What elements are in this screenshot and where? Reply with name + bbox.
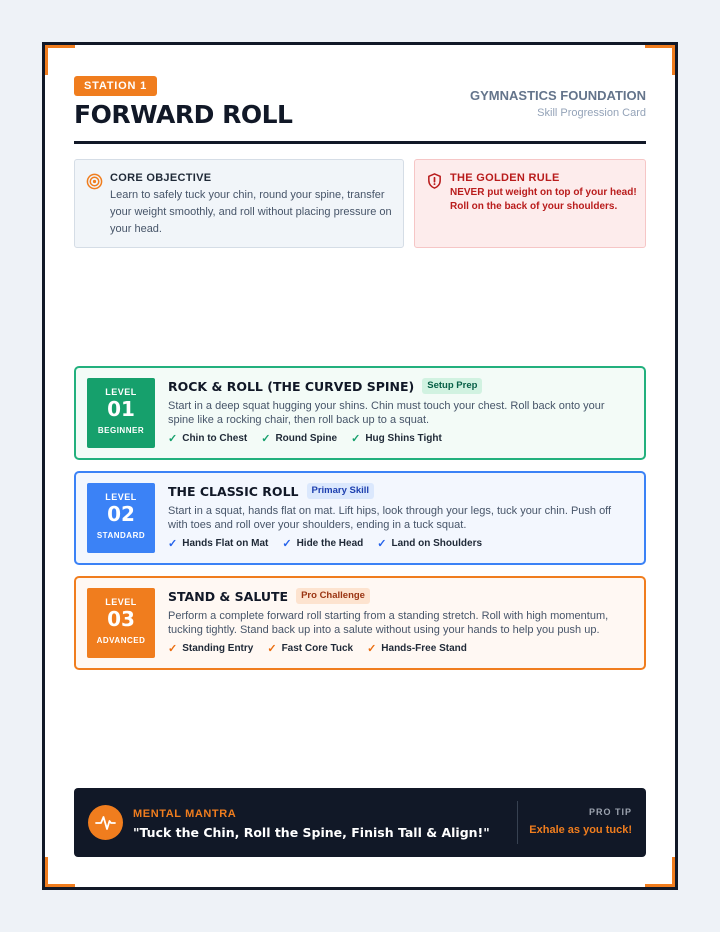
check-icon: ✓ xyxy=(367,643,377,655)
checklist-item: ✓ Chin to Chest xyxy=(168,433,248,445)
skill-card xyxy=(42,42,678,890)
level-tag: Primary Skill xyxy=(307,483,375,499)
org-name: GYMNASTICS FOUNDATION xyxy=(470,88,646,103)
mantra-heading: MENTAL MANTRA xyxy=(133,808,237,820)
level-tag: Pro Challenge xyxy=(296,588,370,604)
card-subtitle: Skill Progression Card xyxy=(537,107,646,119)
station-badge: STATION 1 xyxy=(74,76,157,96)
check-icon: ✓ xyxy=(168,643,178,655)
checklist-item: ✓ Fast Core Tuck xyxy=(267,643,354,655)
check-icon: ✓ xyxy=(168,433,178,445)
level-description: Start in a deep squat hugging your shins. Chin must touch your chest. Roll back onto your spine like a rocking chair, then roll back up to a squat. xyxy=(168,400,605,426)
target-icon xyxy=(86,173,103,190)
check-icon: ✓ xyxy=(377,538,387,550)
level-description: Perform a complete forward roll starting from a standing stretch. Roll with high momentum, tucking tightly. Stand back up into a salute without using your hands to help you push up. xyxy=(168,610,609,636)
check-icon: ✓ xyxy=(261,433,271,445)
level-tier: STANDARD xyxy=(96,531,146,540)
pro-tip-text: Exhale as you tuck! xyxy=(529,824,632,836)
corner-accent xyxy=(45,45,75,75)
objective-text: Learn to safely tuck your chin, round your spine, transfer your weight smoothly, and roll without placing pressure on your head. xyxy=(110,189,392,235)
level-badge xyxy=(87,483,155,553)
golden-rule-text: NEVER put weight on top of your head! Roll on the back of your shoulders. xyxy=(450,187,637,212)
golden-rule-box xyxy=(414,159,646,248)
check-icon: ✓ xyxy=(282,538,292,550)
level-description: Start in a squat, hands flat on mat. Lift hips, look through your legs, tuck your chin. Push off with toes and roll over your shoulders, ending in a tuck squat. xyxy=(168,505,612,531)
golden-rule-heading: THE GOLDEN RULE xyxy=(450,172,560,184)
pro-tip-heading: PRO TIP xyxy=(588,807,632,817)
checklist-item: ✓ Hide the Head xyxy=(282,538,364,550)
level-label: LEVEL xyxy=(105,387,137,397)
checklist xyxy=(168,432,632,445)
level-tier: ADVANCED xyxy=(96,636,146,645)
checklist-item: ✓ Hug Shins Tight xyxy=(351,433,442,445)
level-tier: BEGINNER xyxy=(97,426,145,435)
level-number: 02 xyxy=(107,502,135,526)
level-title: ROCK & ROLL (THE CURVED SPINE) xyxy=(168,378,415,394)
level-badge xyxy=(87,588,155,658)
mantra-quote: "Tuck the Chin, Roll the Spine, Finish Tall & Align!" xyxy=(133,825,490,840)
level-label: LEVEL xyxy=(105,492,137,502)
checklist-item: ✓ Hands Flat on Mat xyxy=(168,538,269,550)
checklist-item: ✓ Hands-Free Stand xyxy=(367,643,467,655)
check-icon: ✓ xyxy=(168,538,178,550)
shield-alert-icon xyxy=(426,172,443,190)
level-label: LEVEL xyxy=(105,597,137,607)
mental-mantra-banner xyxy=(74,788,646,857)
corner-accent xyxy=(45,857,75,887)
divider xyxy=(517,801,518,844)
level-card-1 xyxy=(74,366,646,460)
level-badge xyxy=(87,378,155,448)
level-card-2 xyxy=(74,471,646,565)
check-icon: ✓ xyxy=(351,433,361,445)
checklist-item: ✓ Standing Entry xyxy=(168,643,254,655)
level-card-3 xyxy=(74,576,646,670)
level-number: 03 xyxy=(107,607,135,631)
header-divider xyxy=(74,141,646,144)
check-icon: ✓ xyxy=(267,643,277,655)
corner-accent xyxy=(645,45,675,75)
checklist-item: ✓ Round Spine xyxy=(261,433,338,445)
core-objective-box xyxy=(74,159,404,248)
level-tag: Setup Prep xyxy=(422,378,482,394)
pulse-icon xyxy=(88,805,123,840)
checklist-item: ✓ Land on Shoulders xyxy=(377,538,483,550)
checklist xyxy=(168,642,632,655)
objective-heading: CORE OBJECTIVE xyxy=(110,172,212,184)
level-title: STAND & SALUTE xyxy=(168,588,289,604)
checklist xyxy=(168,537,632,550)
level-title: THE CLASSIC ROLL xyxy=(168,483,299,499)
brand-block xyxy=(470,88,646,119)
page-title: FORWARD ROLL xyxy=(74,100,293,129)
level-number: 01 xyxy=(107,397,135,421)
corner-accent xyxy=(645,857,675,887)
